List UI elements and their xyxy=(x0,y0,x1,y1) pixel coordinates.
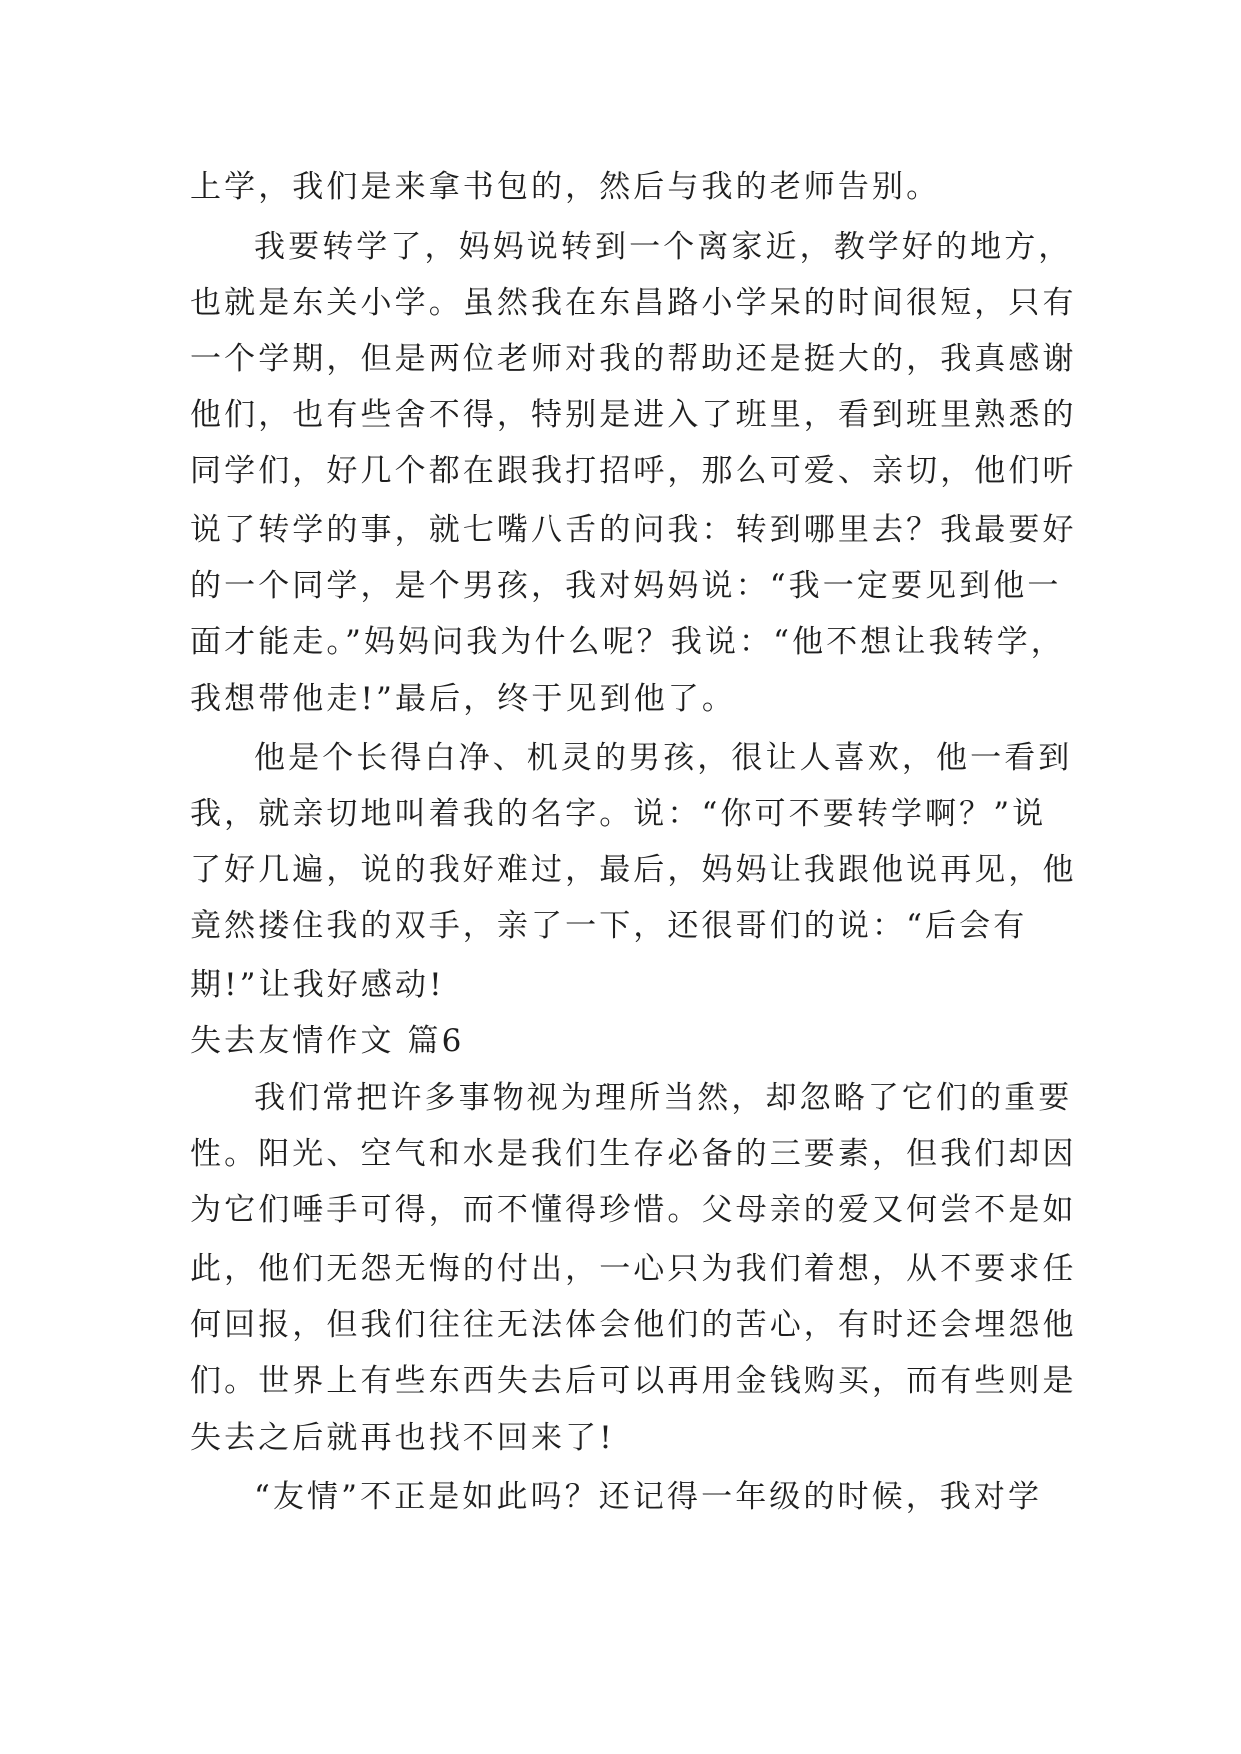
text-line: 的一个同学，是个男孩，我对妈妈说：“我一定要见到他一 xyxy=(190,568,1062,604)
text-line: 期!”让我好感动! xyxy=(190,967,445,1003)
section-heading: 失去友情作文 篇6 xyxy=(190,1023,465,1059)
text-line: 竟然搂住我的双手，亲了一下，还很哥们的说：“后会有 xyxy=(190,908,1028,944)
text-line: 此，他们无怨无悔的付出，一心只为我们着想，从不要求任 xyxy=(190,1251,1077,1287)
text-line: 了好几遍，说的我好难过，最后，妈妈让我跟他说再见，他 xyxy=(190,852,1077,888)
text-line: 上学，我们是来拿书包的，然后与我的老师告别。 xyxy=(190,169,941,205)
text-line: 们。世界上有些东西失去后可以再用金钱购买，而有些则是 xyxy=(190,1363,1077,1399)
text-line: 也就是东关小学。虽然我在东昌路小学呆的时间很短，只有 xyxy=(190,285,1077,321)
paragraph-first-line: 我要转学了，妈妈说转到一个离家近，教学好的地方， xyxy=(254,229,1073,265)
paragraph-first-line: “友情”不正是如此吗？还记得一年级的时候，我对学 xyxy=(254,1479,1043,1515)
text-line: 说了转学的事，就七嘴八舌的问我：转到哪里去？我最要好 xyxy=(190,512,1077,548)
text-line: 我，就亲切地叫着我的名字。说：“你可不要转学啊？”说 xyxy=(190,796,1047,832)
paragraph-first-line: 他是个长得白净、机灵的男孩，很让人喜欢，他一看到 xyxy=(254,740,1073,776)
text-line: 失去之后就再也找不回来了! xyxy=(190,1420,615,1456)
paragraph-first-line: 我们常把许多事物视为理所当然，却忽略了它们的重要 xyxy=(254,1080,1073,1116)
text-line: 他们，也有些舍不得，特别是进入了班里，看到班里熟悉的 xyxy=(190,397,1077,433)
text-line: 何回报，但我们往往无法体会他们的苦心，有时还会埋怨他 xyxy=(190,1307,1077,1343)
text-line: 同学们，好几个都在跟我打招呼，那么可爱、亲切，他们听 xyxy=(190,453,1077,489)
text-line: 为它们唾手可得，而不懂得珍惜。父母亲的爱又何尝不是如 xyxy=(190,1192,1077,1228)
text-line: 一个学期，但是两位老师对我的帮助还是挺大的，我真感谢 xyxy=(190,341,1077,377)
text-line: 我想带他走!”最后，终于见到他了。 xyxy=(190,681,737,717)
text-line: 面才能走。”妈妈问我为什么呢？我说：“他不想让我转学， xyxy=(190,624,1065,660)
text-line: 性。阳光、空气和水是我们生存必备的三要素，但我们却因 xyxy=(190,1136,1077,1172)
